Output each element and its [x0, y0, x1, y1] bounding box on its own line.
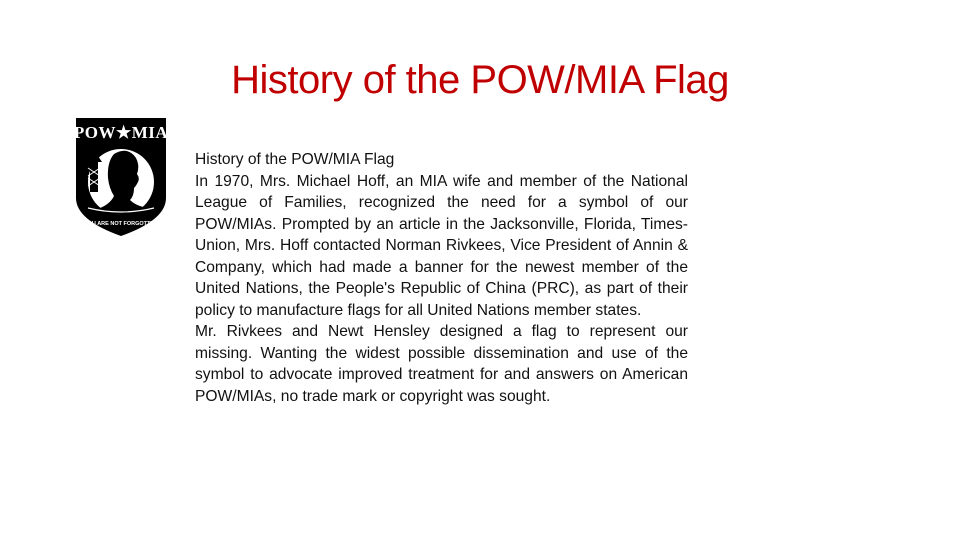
history-text-block	[195, 149, 688, 407]
pow-mia-flag-icon	[74, 116, 168, 238]
history-paragraph-1: In 1970, Mrs. Michael Hoff, an MIA wife and member of the National League of Families, recognized the need for a symbol of our POW/MIAs. Prompted by an article in the Jacksonville, Florida, Times-Union, Mrs. Hoff contacted Norman Rivkees, Vice President of Annin & Company, which had made a banner for the newest member of the United Nations, the People's Republic of China (PRC), as part of their policy to manufacture flags for all United Nations member states.	[195, 172, 688, 319]
slide-title: History of the POW/MIA Flag	[231, 58, 729, 102]
history-heading: History of the POW/MIA Flag	[195, 151, 395, 168]
history-paragraph-2: Mr. Rivkees and Newt Hensley designed a flag to represent our missing. Wanting the widest possible dissemination and use of the symbol to advocate improved treatment for and answers on American POW/MIAs, no trade mark or copyright was sought.	[195, 323, 688, 405]
flag-heading-text: POW★MIA	[74, 123, 168, 142]
flag-watchtower	[90, 162, 98, 192]
flag-motto-text: YOU ARE NOT FORGOTTEN	[83, 221, 159, 227]
